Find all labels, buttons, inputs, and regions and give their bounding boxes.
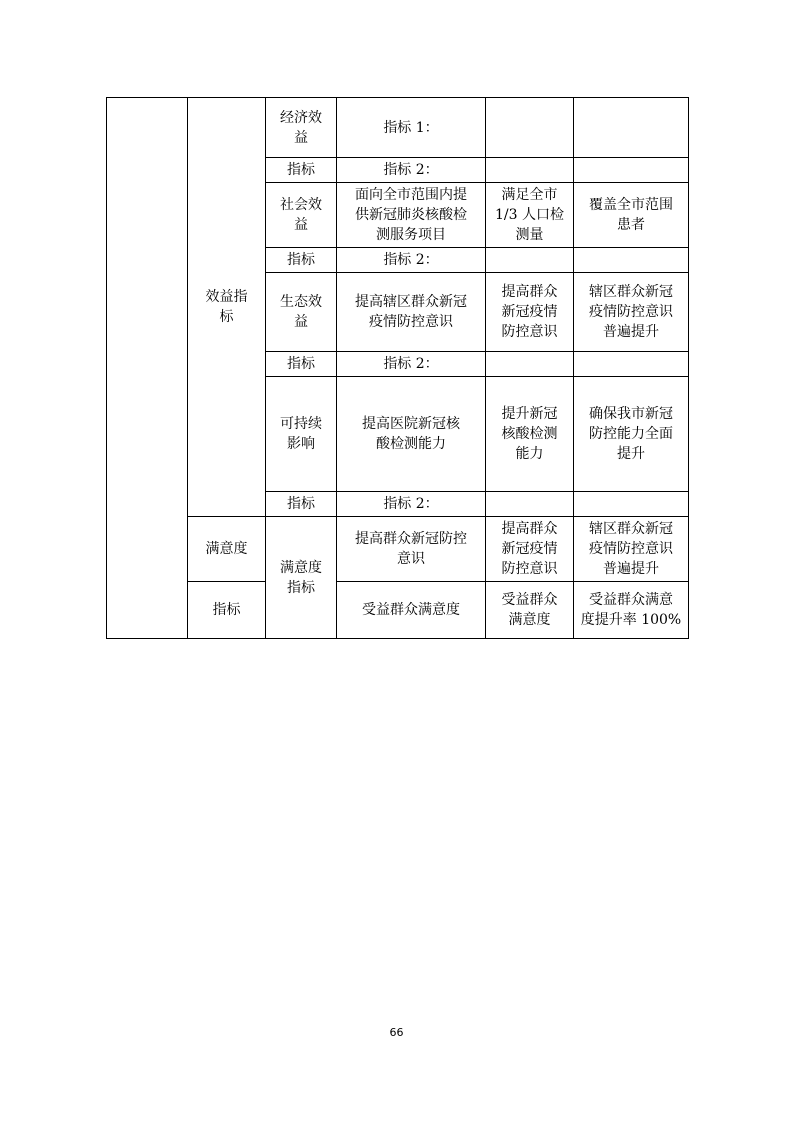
- indicator-value-cell: [486, 183, 574, 248]
- indicator-name-cell: [337, 352, 486, 377]
- indicator-value-cell: [486, 377, 574, 492]
- indicator-value-cell: [486, 492, 574, 517]
- indicator-value-cell: [486, 158, 574, 183]
- indicator-name: 指标 2：: [383, 252, 439, 268]
- indicator-value: 提高群众 新冠疫情 防控意识: [501, 521, 558, 577]
- satisfaction-indicator-label: 满意度 指标: [280, 559, 322, 596]
- indicator-target-cell: [574, 158, 689, 183]
- satisfaction-cell: [188, 517, 266, 582]
- indicator-name: 指标 2：: [383, 496, 439, 512]
- indicator-value-cell: [486, 582, 574, 639]
- economic-benefit-label: 经济效 益: [280, 109, 322, 146]
- indicator-name-cell: [337, 492, 486, 517]
- indicator-value: 提高群众 新冠疫情 防控意识: [501, 284, 558, 340]
- benefit-indicator-cell: [188, 98, 266, 517]
- indicator-target-cell: [574, 352, 689, 377]
- indicator-value-cell: [486, 98, 574, 158]
- economic-benefit-cell: [266, 98, 337, 158]
- indicator-target: 受益群众满意 度提升率 100%: [580, 592, 682, 628]
- indicator-name-cell: [337, 517, 486, 582]
- sustainable-impact-label: 可持续 影响: [280, 416, 322, 452]
- indicator-target-cell: [574, 183, 689, 248]
- table-row: [107, 517, 689, 582]
- indicator-target-cell: [574, 517, 689, 582]
- indicator-name-cell: [337, 582, 486, 639]
- indicator-name-cell: [337, 98, 486, 158]
- social-benefit-cell: [266, 183, 337, 248]
- indicator-label: 指标: [287, 356, 315, 372]
- indicator-value-cell: [486, 517, 574, 582]
- indicator-label: 指标: [287, 496, 315, 512]
- satisfaction-label: 满意度: [205, 541, 248, 557]
- indicator-value: 提升新冠 核酸检测 能力: [501, 406, 558, 462]
- benefit-indicator-label: 效益指 标: [205, 289, 248, 325]
- indicator-name: 提高群众新冠防控 意识: [355, 531, 467, 567]
- satisfaction-indicator-sub-label: 指标: [212, 602, 241, 618]
- indicator-label: 指标: [287, 162, 315, 178]
- indicator-name-cell: [337, 377, 486, 492]
- table-row: [107, 582, 689, 639]
- indicator-name: 指标 2：: [383, 162, 439, 178]
- indicator-value-cell: [486, 352, 574, 377]
- indicator-value-cell: [486, 248, 574, 273]
- indicator-cell: [266, 158, 337, 183]
- indicator-name: 提高辖区群众新冠 疫情防控意识: [355, 294, 467, 330]
- indicator-name: 指标 1：: [383, 119, 439, 136]
- indicator-name: 指标 2：: [383, 356, 439, 372]
- indicator-cell: [266, 248, 337, 273]
- satisfaction-indicator-sub-cell: [188, 582, 266, 639]
- social-benefit-label: 社会效 益: [280, 197, 322, 233]
- indicator-name: 提高医院新冠核 酸检测能力: [362, 416, 460, 452]
- indicator-target: 辖区群众新冠 疫情防控意识 普遍提升: [589, 284, 673, 340]
- indicator-target-cell: [574, 248, 689, 273]
- ecological-benefit-label: 生态效 益: [280, 294, 322, 330]
- indicator-label: 指标: [287, 252, 315, 268]
- indicator-name-cell: [337, 183, 486, 248]
- table-row: [107, 98, 689, 158]
- indicator-name-cell: [337, 158, 486, 183]
- indicator-target-cell: [574, 377, 689, 492]
- level1-cell: [107, 98, 188, 639]
- indicator-name-cell: [337, 273, 486, 352]
- indicator-value: 满足全市 1/3 人口检 测量: [495, 187, 564, 243]
- indicator-name-cell: [337, 248, 486, 273]
- page-number: 66: [389, 1026, 404, 1039]
- indicator-value-cell: [486, 273, 574, 352]
- indicator-cell: [266, 352, 337, 377]
- indicator-target-cell: [574, 98, 689, 158]
- satisfaction-indicator-cell: [266, 517, 337, 639]
- performance-indicator-table: [106, 97, 689, 639]
- indicator-value: 受益群众 满意度: [501, 592, 558, 628]
- indicator-target-cell: [574, 492, 689, 517]
- indicator-target-cell: [574, 582, 689, 639]
- ecological-benefit-cell: [266, 273, 337, 352]
- indicator-target: 覆盖全市范围 患者: [589, 197, 673, 233]
- indicator-name: 受益群众满意度: [362, 602, 460, 618]
- indicator-target: 辖区群众新冠 疫情防控意识 普遍提升: [589, 521, 673, 577]
- sustainable-impact-cell: [266, 377, 337, 492]
- indicator-cell: [266, 492, 337, 517]
- indicator-name: 面向全市范围内提 供新冠肺炎核酸检 测服务项目: [355, 187, 467, 243]
- indicator-target-cell: [574, 273, 689, 352]
- indicator-target: 确保我市新冠 防控能力全面 提升: [589, 406, 673, 462]
